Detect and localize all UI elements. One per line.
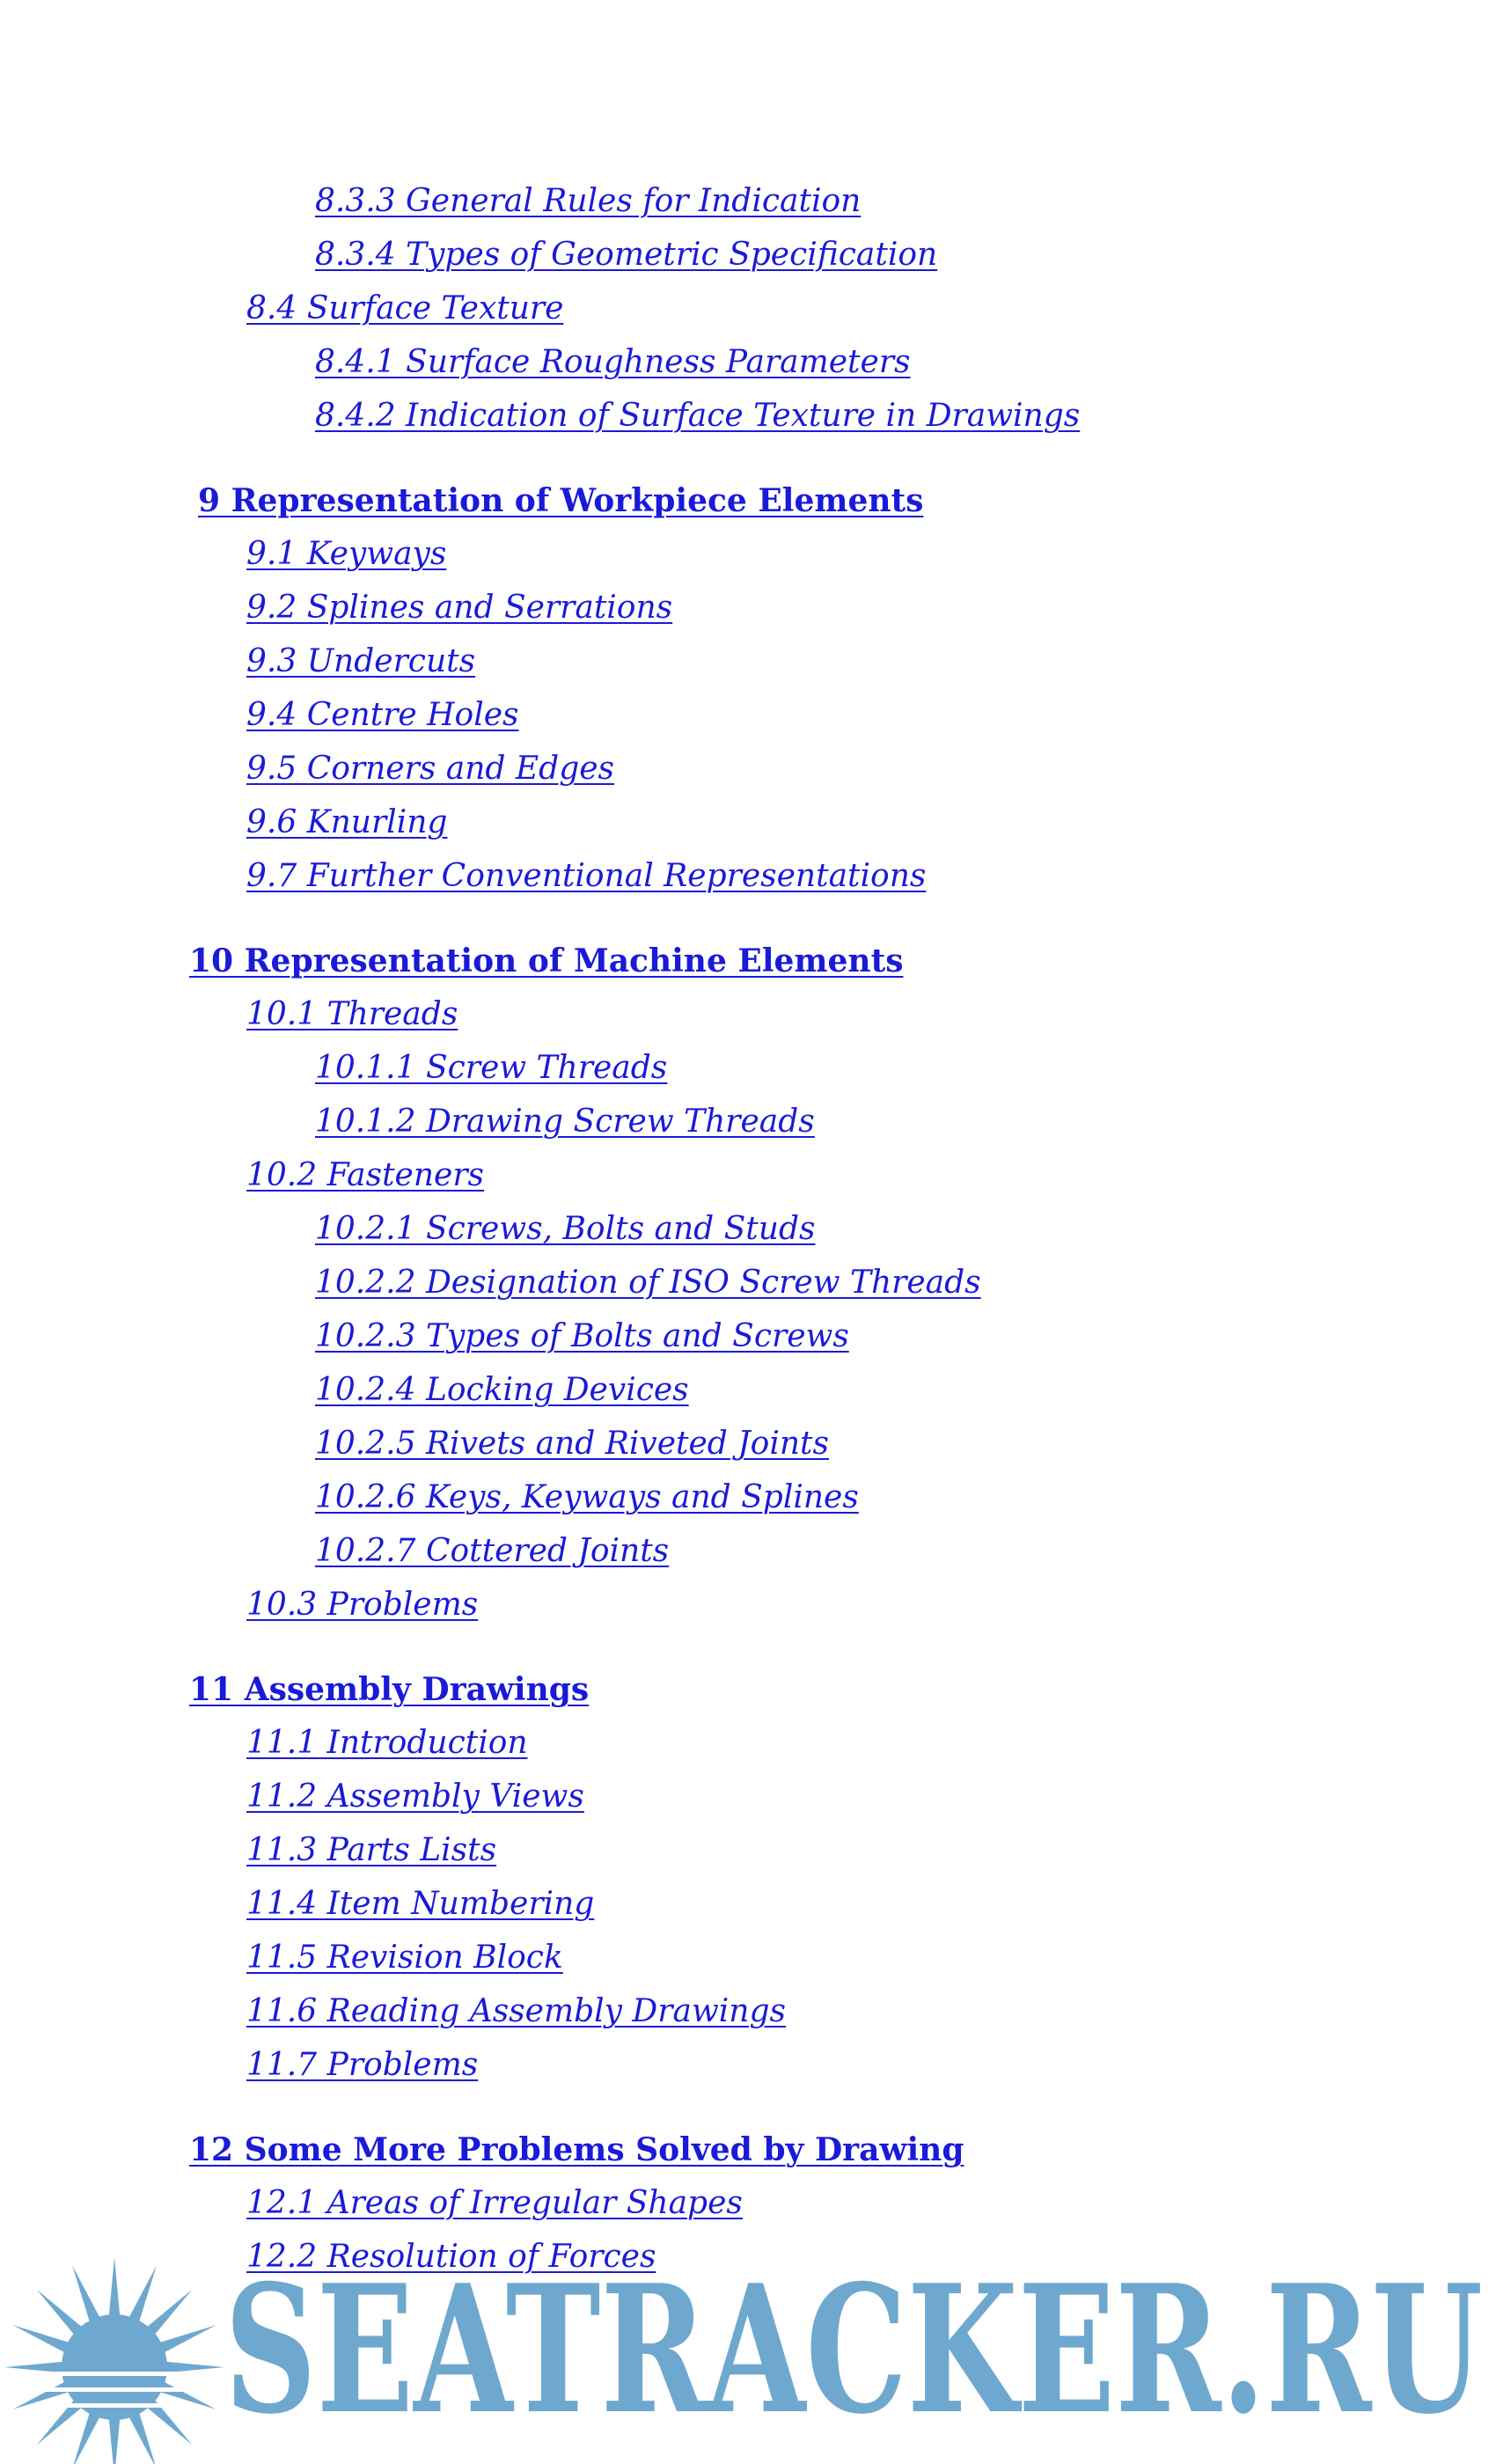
toc-chapter xyxy=(198,482,923,519)
watermark-text: SEATRACKER.RU xyxy=(224,2247,1483,2453)
toc-entry xyxy=(315,1050,667,1086)
toc-entry xyxy=(315,1426,829,1462)
toc-entry-link[interactable]: 9.6 Knurling xyxy=(246,804,448,840)
toc-entry xyxy=(246,1886,594,1922)
toc-entry-link[interactable]: 8.4.1 Surface Roughness Parameters xyxy=(315,344,911,380)
toc-chapter-link[interactable]: 10 Representation of Machine Elements xyxy=(189,942,904,979)
toc-entry xyxy=(315,237,937,273)
toc-entry-link[interactable]: 10.2.7 Cottered Joints xyxy=(315,1533,670,1569)
toc-entry xyxy=(246,536,446,572)
toc-entry-link[interactable]: 10.1.2 Drawing Screw Threads xyxy=(315,1104,815,1140)
toc-entry-link[interactable]: 10.3 Problems xyxy=(246,1587,479,1623)
toc-entry xyxy=(246,2185,743,2221)
toc-chapter xyxy=(189,1671,589,1708)
toc-entry xyxy=(246,290,563,326)
toc-entry xyxy=(315,1318,849,1354)
toc-entry-link[interactable]: 9.4 Centre Holes xyxy=(246,697,519,733)
toc-entry-link[interactable]: 12.2 Resolution of Forces xyxy=(246,2239,656,2275)
toc-chapter xyxy=(189,942,904,979)
toc-entry xyxy=(315,1211,815,1247)
toc-entry-link[interactable]: 11.7 Problems xyxy=(246,2047,479,2083)
sun-burst-icon xyxy=(4,2257,224,2464)
toc-entry xyxy=(246,1587,478,1623)
toc-entry xyxy=(315,1479,859,1515)
toc-entry-link[interactable]: 8.3.3 General Rules for Indication xyxy=(315,183,862,219)
toc-chapter-link[interactable]: 12 Some More Problems Solved by Drawing xyxy=(189,2131,964,2168)
toc-chapter xyxy=(189,2131,964,2168)
toc-entry-link[interactable]: 10.1 Threads xyxy=(246,996,458,1032)
toc-entry xyxy=(246,2047,478,2083)
toc-entry-link[interactable]: 10.2.6 Keys, Keyways and Splines xyxy=(315,1479,859,1515)
toc-entry-link[interactable]: 8.3.4 Types of Geometric Specification xyxy=(315,237,938,273)
toc-entry xyxy=(246,1940,563,1976)
toc-entry xyxy=(315,183,861,219)
toc-entry-link[interactable]: 9.2 Splines and Serrations xyxy=(246,590,673,626)
toc-entry-link[interactable]: 10.2 Fasteners xyxy=(246,1157,485,1193)
toc-entry xyxy=(315,1533,669,1569)
toc-entry-link[interactable]: 10.2.4 Locking Devices xyxy=(315,1372,689,1408)
toc-entry-link[interactable]: 11.6 Reading Assembly Drawings xyxy=(246,1993,787,2029)
toc-entry xyxy=(246,590,672,626)
toc-entry xyxy=(315,1104,815,1140)
toc-entry xyxy=(246,858,926,894)
toc-entry-link[interactable]: 10.2.5 Rivets and Riveted Joints xyxy=(315,1426,829,1462)
toc-entry-link[interactable]: 11.5 Revision Block xyxy=(246,1940,563,1976)
toc-entry xyxy=(246,996,458,1032)
toc-entry-link[interactable]: 11.4 Item Numbering xyxy=(246,1886,595,1922)
toc-entry-link[interactable]: 11.2 Assembly Views xyxy=(246,1778,584,1815)
toc-entry xyxy=(246,751,614,787)
toc-entry xyxy=(315,1265,981,1301)
toc-entry xyxy=(246,1725,528,1761)
toc-entry xyxy=(315,398,1080,434)
toc-entry xyxy=(246,643,475,679)
toc-entry xyxy=(246,1993,786,2029)
toc-entry-link[interactable]: 8.4.2 Indication of Surface Texture in Drawings xyxy=(315,398,1081,434)
toc-entry-link[interactable]: 9.3 Undercuts xyxy=(246,643,476,679)
toc-entry-link[interactable]: 11.3 Parts Lists xyxy=(246,1832,497,1868)
toc-entry-link[interactable]: 9.1 Keyways xyxy=(246,536,447,572)
toc-entry-link[interactable]: 11.1 Introduction xyxy=(246,1725,528,1761)
watermark-logo xyxy=(0,2235,1496,2464)
toc-entry xyxy=(315,1372,689,1408)
toc-entry-link[interactable]: 8.4 Surface Texture xyxy=(246,290,564,326)
toc-entry xyxy=(246,697,519,733)
toc-entry-link[interactable]: 10.2.3 Types of Bolts and Screws xyxy=(315,1318,849,1354)
toc-entry xyxy=(246,1832,496,1868)
toc-entry xyxy=(246,1778,584,1815)
toc-entry xyxy=(315,344,911,380)
toc-entry-link[interactable]: 10.2.2 Designation of ISO Screw Threads xyxy=(315,1265,981,1301)
toc-entry-link[interactable]: 10.1.1 Screw Threads xyxy=(315,1050,668,1086)
toc-entry-link[interactable]: 9.5 Corners and Edges xyxy=(246,751,615,787)
toc-chapter-link[interactable]: 9 Representation of Workpiece Elements xyxy=(198,482,924,519)
toc-entry-link[interactable]: 12.1 Areas of Irregular Shapes xyxy=(246,2185,743,2221)
toc-entry xyxy=(246,1157,484,1193)
toc-entry xyxy=(246,804,447,840)
toc-entry-link[interactable]: 10.2.1 Screws, Bolts and Studs xyxy=(315,1211,816,1247)
toc-chapter-link[interactable]: 11 Assembly Drawings xyxy=(189,1671,590,1708)
toc-entry-link[interactable]: 9.7 Further Conventional Representations xyxy=(246,858,927,894)
